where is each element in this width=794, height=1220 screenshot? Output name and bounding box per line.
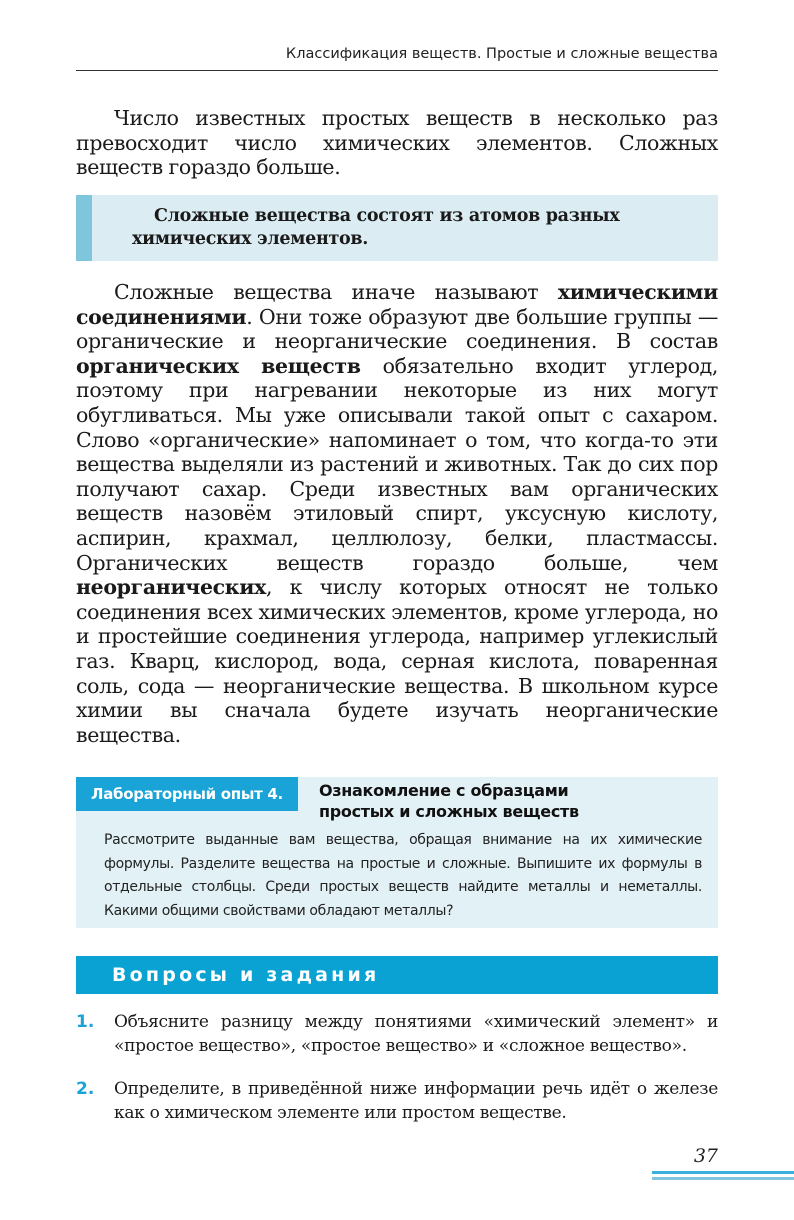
question-text: Определите, в приведённой ниже информации речь идёт о железе как о химическом элементе или простом веществе. [114,1079,718,1123]
header-divider [76,70,718,71]
main-text-4: , к числу которых относят не только соединения всех химических элементов, кроме углерода, но и простейшие соединения углерода, например углекислый газ. Кварц, кислород, вода, серная кислота, поваренная соль, сода — неорганические вещества. В школьном курсе химии вы сначала будете изучать неорганические вещества. [76,575,718,747]
main-paragraph [76,280,718,747]
lab-experiment-box [76,777,718,928]
page-number: 37 [693,1145,718,1167]
questions-title: Вопросы и задания [112,964,380,986]
lab-title [319,780,699,822]
lab-instructions: Рассмотрите выданные вам вещества, обращая внимание на их химические формулы. Разделите вещества на простые и сложные. Выпишите их формулы в отдельные столбцы. Среди простых веществ найдите металлы и неметаллы. Какими общими свойствами обладают металлы? [104,832,702,919]
term-chemical-compounds: химическими соединениями [76,280,718,329]
term-organic-substances: органических веществ [76,353,361,378]
term-inorganic: неорганических [76,575,266,600]
question-text: Объясните разницу между понятиями «химический элемент» и «простое вещество», «простое вещество» и «сложное вещество». [114,1012,718,1056]
question-number: 2. [76,1079,95,1099]
question-item [76,1077,718,1125]
rule-callout [76,195,718,261]
lab-title-line-2: простых и сложных веществ [319,802,579,821]
rule-callout-bar [76,195,92,261]
intro-paragraph: Число известных простых веществ в несколько раз превосходит число химических элементов. Сложных веществ гораздо больше. [76,106,718,180]
stripe [652,1177,794,1180]
lab-label: Лабораторный опыт 4. [76,777,298,811]
stripe [652,1171,794,1174]
page-stripes-decoration [652,1171,794,1183]
running-header: Классификация веществ. Простые и сложные вещества [285,46,718,62]
question-item [76,1010,718,1058]
main-text-1: Сложные вещества иначе называют [114,280,558,304]
questions-header [76,956,718,994]
lab-title-line-1: Ознакомление с образцами [319,781,569,800]
main-text-2: . Они тоже образуют две большие группы — органические и неорганические соединения. В состав [76,304,718,354]
question-number: 1. [76,1012,95,1032]
rule-text: Сложные вещества состоят из атомов разных химических элементов. [132,206,620,249]
main-text-3: обязательно входит углерод, поэтому при нагревании некоторые из них могут обугливаться. Мы уже описывали такой опыт с сахаром. Слово «органические» напоминает о том, что когда-то эти вещества выделяли из растений и животных. Так до сих пор получают сахар. Среди известных вам органических веществ назовём этиловый спирт, уксусную кислоту, аспирин, крахмал, целлюлозу, белки, пластмассы. Органических веществ гораздо больше, чем [76,353,719,575]
